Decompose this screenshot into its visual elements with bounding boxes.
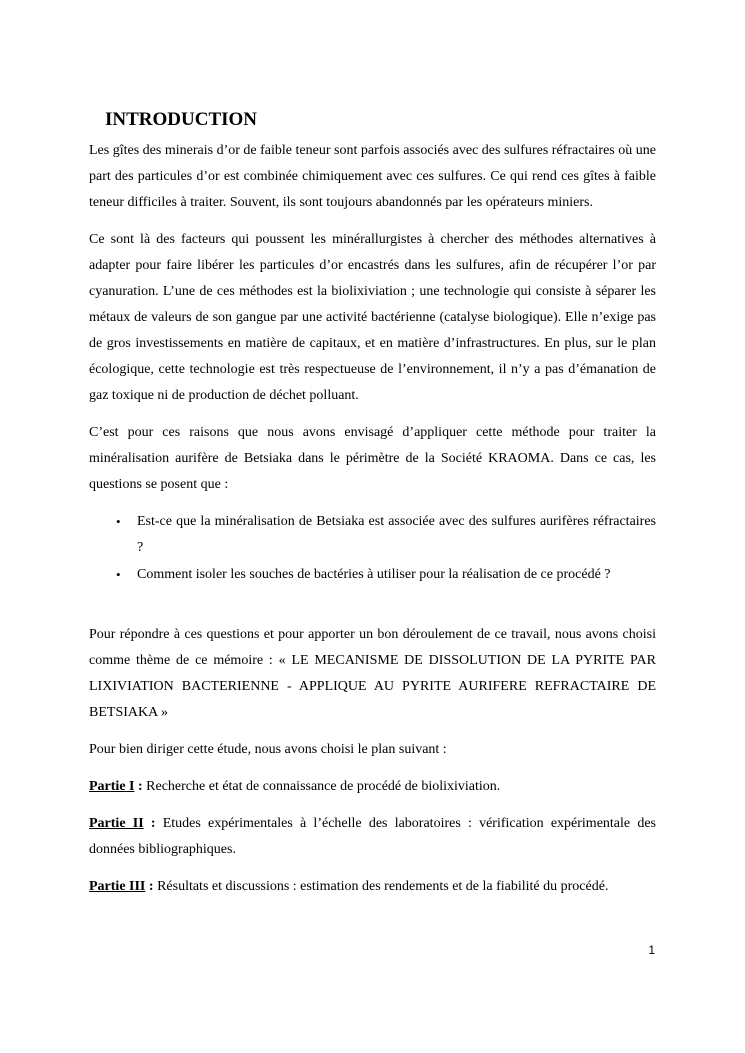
paragraph-theme: Pour répondre à ces questions et pour apporter un bon déroulement de ce travail, nous avons choisi comme thème de ce mémoire : « LE MECANISME DE DISSOLUTION DE LA PYRITE PAR LIXIVIATION BACTERIENNE - APPLIQUE AU PYRITE AURIFERE REFRACTAIRE DE BETSIAKA » bbox=[89, 627, 656, 720]
paragraph-intro-2: Ce sont là des facteurs qui poussent les minérallurgistes à chercher des méthodes alternatives à adapter pour faire libérer les particules d’or encastrés dans les sulfures, afin de récupérer l’or par cyanuration. L’une de ces méthodes est la biolixiviation ; une technologie qui consiste à séparer les métaux de valeurs de son gangue par une activité bactérienne (catalyse biologique). Elle n’exige pas de gros investissements en matière de capitaux, et en matière d’infrastructures. En plus, sur le plan écologique, cette technologie est très respectueuse de l’environnement, il n’y a pas d’émanation de gaz toxique ni de production de déchet polluant. bbox=[89, 232, 656, 403]
list-item bbox=[116, 509, 656, 561]
paragraph-intro-3: C’est pour ces raisons que nous avons envisagé d’appliquer cette méthode pour traiter la minéralisation aurifère de Betsiaka dans le périmètre de la Société KRAOMA. Dans ce cas, les questions se posent que : bbox=[89, 425, 656, 492]
question-text: Comment isoler les souches de bactéries à utiliser pour la réalisation de ce procédé ? bbox=[137, 567, 611, 582]
part-text: Etudes expérimentales à l’échelle des laboratoires : vérification expérimentale des données bibliographiques. bbox=[89, 816, 656, 857]
bullet-icon: • bbox=[116, 567, 121, 582]
page-number: 1 bbox=[648, 943, 655, 957]
part-text: Recherche et état de connaissance de procédé de biolixiviation. bbox=[146, 779, 501, 794]
question-list bbox=[89, 509, 656, 588]
page-title: INTRODUCTION bbox=[105, 109, 258, 130]
part-colon: : bbox=[134, 779, 147, 794]
list-item bbox=[116, 562, 656, 588]
question-text: Est-ce que la minéralisation de Betsiaka est associée avec des sulfures aurifères réfractaires ? bbox=[137, 514, 656, 555]
paragraph-plan-intro: Pour bien diriger cette étude, nous avons choisi le plan suivant : bbox=[89, 742, 447, 757]
part-label: Partie I bbox=[89, 779, 135, 794]
part-text: Résultats et discussions : estimation des rendements et de la fiabilité du procédé. bbox=[157, 879, 609, 894]
plan-part-1 bbox=[89, 774, 656, 800]
paragraph-intro-1: Les gîtes des minerais d’or de faible teneur sont parfois associés avec des sulfures réfractaires où une part des particules d’or est combinée chimiquement avec ces sulfures. Ce qui rend ces gîtes à faible teneur difficiles à traiter. Souvent, ils sont toujours abandonnés par les opérateurs miniers. bbox=[89, 143, 656, 210]
plan-part-2 bbox=[89, 811, 656, 863]
part-colon: : bbox=[143, 816, 163, 831]
part-label: Partie II bbox=[89, 816, 144, 831]
plan-part-3 bbox=[89, 874, 656, 900]
page-content bbox=[89, 106, 656, 911]
part-colon: : bbox=[145, 879, 158, 894]
part-label: Partie III bbox=[89, 879, 146, 894]
bullet-icon: • bbox=[116, 514, 121, 529]
